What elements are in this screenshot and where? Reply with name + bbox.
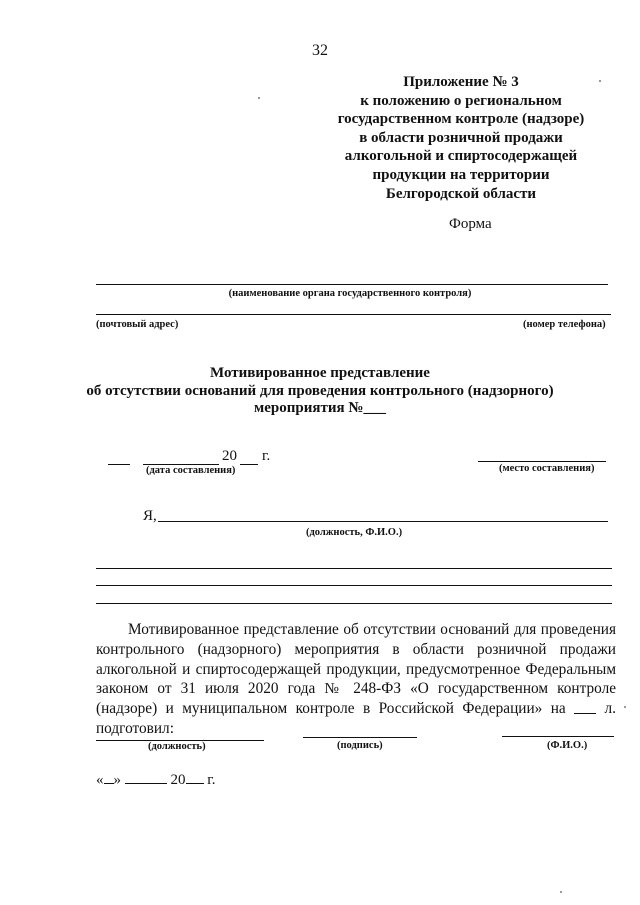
place-line: [478, 461, 606, 462]
scan-speck: [599, 80, 601, 82]
title-line: об отсутствии оснований для проведения контрольного (надзорного): [86, 382, 554, 399]
appendix-line: к положению о региональном: [360, 92, 562, 109]
appendix-line: Белгородской области: [385, 185, 537, 202]
scan-speck: [624, 706, 626, 708]
place-caption: (место составления): [499, 463, 595, 474]
appendix-line: государственном контроле (надзоре): [337, 111, 585, 128]
blank-line: [96, 568, 612, 569]
authority-name-line: [96, 284, 608, 285]
body-text-part1: Мотивированное представление об отсутствии оснований для проведения контрольного (надзорного) мероприятия в области розничной продажи алкогольной и спиртосодержащей продукции, предусмотренное Федеральным законом от 31 июля 2020 года № 248-ФЗ «О государственном контроле (надзоре) и муниципальном контроле в Российской Федерации» на: [96, 621, 616, 718]
form-label: Форма: [449, 216, 492, 232]
date-year-suffix: г.: [262, 448, 271, 464]
signature-caption: (подпись): [337, 740, 383, 751]
date-year-prefix: 20: [222, 448, 237, 464]
scan-speck: [258, 97, 260, 99]
author-line: [158, 521, 608, 522]
name-caption: (Ф.И.О.): [547, 740, 588, 751]
date-year-line: [240, 464, 258, 465]
appendix-line: продукции на территории: [372, 166, 550, 183]
sheets-count-blank: [574, 700, 596, 714]
bottom-date-year-blank: [186, 771, 204, 784]
bottom-date-close-quote: »: [113, 772, 121, 788]
title-line: мероприятия №___: [254, 400, 386, 416]
appendix-line: Приложение № 3: [403, 74, 519, 90]
date-day-line: [108, 464, 130, 465]
bottom-date-year-suffix: г.: [207, 772, 216, 788]
address-caption: (почтовый адрес): [96, 319, 179, 330]
blank-line: [96, 603, 612, 604]
scan-speck: [560, 891, 562, 893]
name-line: [502, 736, 614, 737]
bottom-date-open-quote: «: [96, 772, 104, 788]
body-paragraph: [96, 620, 616, 739]
date-caption: (дата составления): [146, 465, 236, 476]
document-title: [0, 365, 640, 418]
body-text-part2: л. подготовил:: [96, 700, 616, 737]
author-prefix: Я,: [143, 508, 157, 524]
appendix-line: алкогольной и спиртосодержащей: [344, 148, 578, 165]
phone-caption: (номер телефона): [523, 319, 606, 330]
title-line: Мотивированное представление: [210, 365, 430, 381]
appendix-heading: [330, 73, 592, 203]
signature-line: [303, 737, 417, 738]
position-caption: (должность): [148, 741, 206, 752]
page-number: 32: [312, 42, 328, 59]
appendix-line: в области розничной продажи: [359, 129, 563, 146]
bottom-date-year-prefix: 20: [170, 772, 186, 788]
bottom-date: [96, 771, 215, 789]
authority-name-caption: (наименование органа государственного контроля): [228, 288, 472, 299]
blank-line: [96, 585, 612, 586]
author-caption: (должность, Ф.И.О.): [306, 527, 403, 538]
bottom-date-day-blank: [104, 771, 114, 784]
bottom-date-month-blank: [125, 771, 167, 784]
address-phone-line: [96, 314, 611, 315]
